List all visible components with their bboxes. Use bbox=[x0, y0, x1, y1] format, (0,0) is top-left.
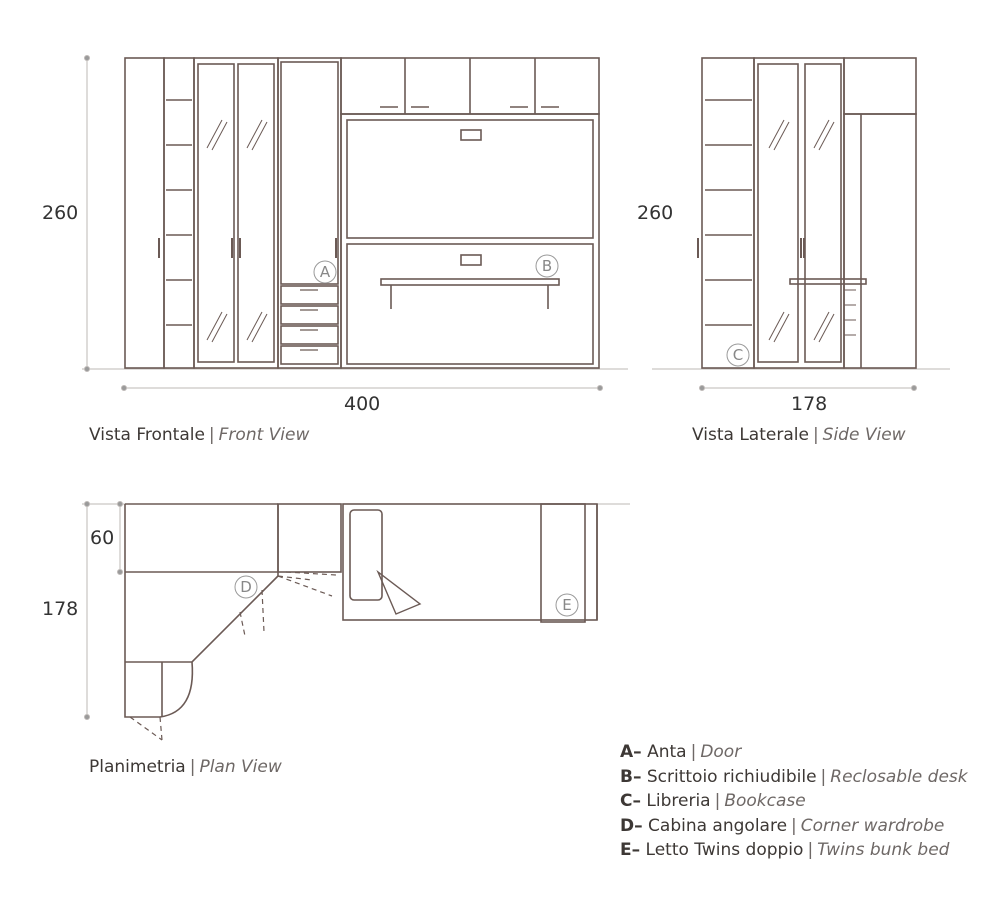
legend-key: A– bbox=[620, 742, 642, 762]
plan-view-caption bbox=[89, 757, 282, 777]
marker-c bbox=[727, 344, 749, 366]
marker-a bbox=[314, 261, 336, 283]
legend bbox=[620, 740, 968, 863]
side-view-caption-en: Side View bbox=[822, 425, 906, 445]
front-view-caption bbox=[89, 425, 309, 445]
side-view-caption bbox=[692, 425, 906, 445]
legend-key: E– bbox=[620, 840, 641, 860]
plan-view-caption-en: Plan View bbox=[199, 757, 282, 777]
marker-e bbox=[556, 594, 578, 616]
svg-text:B: B bbox=[541, 257, 553, 275]
plan-view-caption-it: Planimetria bbox=[89, 757, 186, 777]
legend-separator: | bbox=[791, 815, 797, 836]
side-view-caption-it: Vista Laterale bbox=[692, 425, 809, 445]
legend-label-it: Libreria bbox=[646, 791, 711, 811]
legend-item-d bbox=[620, 814, 968, 839]
marker-b bbox=[536, 255, 558, 277]
side-width-label: 178 bbox=[791, 393, 828, 415]
legend-item-e bbox=[620, 838, 968, 863]
front-view-drawing bbox=[82, 58, 628, 369]
side-view-drawing bbox=[652, 58, 950, 369]
front-height-label: 260 bbox=[42, 202, 79, 224]
plan-depth-label: 60 bbox=[90, 527, 115, 549]
legend-label-en: Bookcase bbox=[724, 791, 806, 811]
plan-view-drawing bbox=[82, 504, 630, 740]
svg-text:D: D bbox=[240, 578, 252, 596]
legend-separator: | bbox=[807, 840, 814, 860]
plan-height-label: 178 bbox=[42, 598, 79, 620]
front-view-caption-it: Vista Frontale bbox=[89, 425, 205, 445]
legend-item-b bbox=[620, 765, 968, 790]
legend-label-en: Reclosable desk bbox=[830, 766, 968, 787]
legend-label-it: Anta bbox=[647, 742, 687, 762]
legend-label-en: Corner wardrobe bbox=[800, 815, 945, 836]
svg-text:C: C bbox=[732, 346, 744, 364]
legend-separator: | bbox=[714, 791, 721, 811]
legend-label-en: Twins bunk bed bbox=[817, 840, 950, 860]
legend-separator: | bbox=[820, 766, 827, 787]
legend-separator: | bbox=[690, 742, 697, 762]
legend-key: C– bbox=[620, 791, 641, 811]
legend-label-it: Letto Twins doppio bbox=[645, 840, 804, 860]
caption-separator: | bbox=[189, 757, 196, 777]
legend-label-it: Scrittoio richiudibile bbox=[646, 766, 817, 787]
marker-d bbox=[235, 576, 257, 598]
legend-item-c bbox=[620, 789, 968, 814]
caption-separator: | bbox=[812, 425, 819, 445]
front-view-caption-en: Front View bbox=[218, 425, 310, 445]
legend-label-en: Door bbox=[700, 742, 742, 762]
legend-item-a bbox=[620, 740, 968, 765]
side-height-label: 260 bbox=[637, 202, 674, 224]
legend-label-it: Cabina angolare bbox=[648, 815, 788, 836]
legend-key: B– bbox=[620, 766, 642, 787]
legend-key: D– bbox=[620, 815, 643, 836]
front-width-label: 400 bbox=[344, 393, 381, 415]
svg-text:A: A bbox=[319, 263, 331, 281]
caption-separator: | bbox=[208, 425, 215, 445]
svg-text:E: E bbox=[562, 596, 572, 614]
